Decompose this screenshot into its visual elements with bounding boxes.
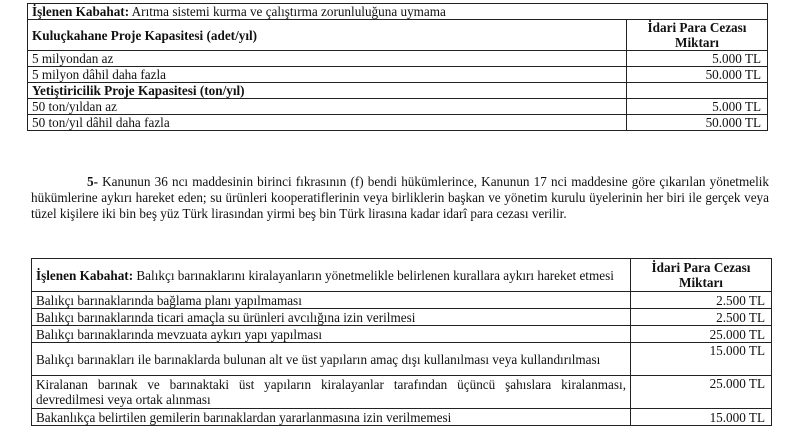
table-title-row xyxy=(28,4,768,20)
amount-header: İdari Para Cezası Miktarı xyxy=(631,259,772,292)
row-label: Balıkçı barınaklarında ticari amaçla su ürünleri avcılığına izin verilmesi xyxy=(32,309,631,326)
row-label: 50 ton/yıl dâhil daha fazla xyxy=(28,115,627,131)
row-amount: 50.000 TL xyxy=(627,115,768,131)
row-label: Balıkçı barınaklarında mevzuata aykırı yapı yapılması xyxy=(32,326,631,343)
table-row xyxy=(32,292,772,309)
offense-text: Balıkçı barınaklarını kiralayanların yönetmelikle belirlenen kurallara aykırı hareket etmesi xyxy=(133,267,614,283)
article-paragraph xyxy=(31,174,769,222)
row-amount: 15.000 TL xyxy=(631,409,772,426)
row-amount: 25.000 TL xyxy=(631,326,772,343)
amount-header: İdari Para Cezası Miktarı xyxy=(627,20,768,51)
row-label: Kiralanan barınak ve barınaktaki üst yapıların kiralayanlar tarafından üçüncü şahıslara kiralanması, devredilmesi veya ortak alınması xyxy=(32,376,631,409)
row-amount: 15.000 TL xyxy=(631,343,772,376)
row-amount: 50.000 TL xyxy=(627,67,768,83)
empty-cell xyxy=(627,83,768,99)
row-amount: 2.500 TL xyxy=(631,292,772,309)
table-header-row xyxy=(32,259,772,292)
table-row xyxy=(32,326,772,343)
row-amount: 5.000 TL xyxy=(627,51,768,67)
table-row xyxy=(28,115,768,131)
row-amount: 25.000 TL xyxy=(631,376,772,409)
penalty-table-treatment-system xyxy=(27,3,768,131)
offense-text: Arıtma sistemi kurma ve çalıştırma zorunluluğuna uymama xyxy=(129,4,446,19)
row-amount: 2.500 TL xyxy=(631,309,772,326)
table-row xyxy=(32,376,772,409)
paragraph-number: 5- xyxy=(87,174,98,189)
offense-label: İşlenen Kabahat: xyxy=(36,267,134,283)
table-row xyxy=(32,343,772,376)
row-label: 50 ton/yıldan az xyxy=(28,99,627,115)
table-header-row xyxy=(28,20,768,51)
row-label: 5 milyondan az xyxy=(28,51,627,67)
table-section-row xyxy=(28,83,768,99)
penalty-table-fishing-ports xyxy=(31,258,772,426)
table-row xyxy=(28,67,768,83)
offense-label: İşlenen Kabahat: xyxy=(32,4,130,19)
table-row xyxy=(28,51,768,67)
paragraph-text: Kanunun 36 ncı maddesinin birinci fıkrasının (f) bendi hükümlerince, Kanunun 17 nci maddesine göre çıkarılan yönetmelik hükümlerine aykırı hareket eden; su ürünleri kooperatiflerinin veya birliklerin başkan ve yönetim kurulu üyelerinin her biri ile gerçek veya tüzel kişilere iki bin beş yüz Türk lirasından yirmi beş bin Türk lirasına kadar idarî para cezası verilir. xyxy=(31,174,769,221)
section-header: Yetiştiricilik Proje Kapasitesi (ton/yıl) xyxy=(28,83,627,99)
row-label: Balıkçı barınaklarında bağlama planı yapılmaması xyxy=(32,292,631,309)
row-label: 5 milyon dâhil daha fazla xyxy=(28,67,627,83)
table-title-cell xyxy=(28,4,768,20)
table-row xyxy=(32,409,772,426)
row-label: Bakanlıkça belirtilen gemilerin barınaklardan yararlanmasına izin verilmemesi xyxy=(32,409,631,426)
table-row xyxy=(28,99,768,115)
row-amount: 5.000 TL xyxy=(627,99,768,115)
row-label: Balıkçı barınakları ile barınaklarda bulunan alt ve üst yapıların amaç dışı kullanılması veya kullandırılması xyxy=(32,343,631,376)
table-title-cell xyxy=(32,259,631,292)
table-row xyxy=(32,309,772,326)
section-header: Kuluçkahane Proje Kapasitesi (adet/yıl) xyxy=(28,20,627,51)
